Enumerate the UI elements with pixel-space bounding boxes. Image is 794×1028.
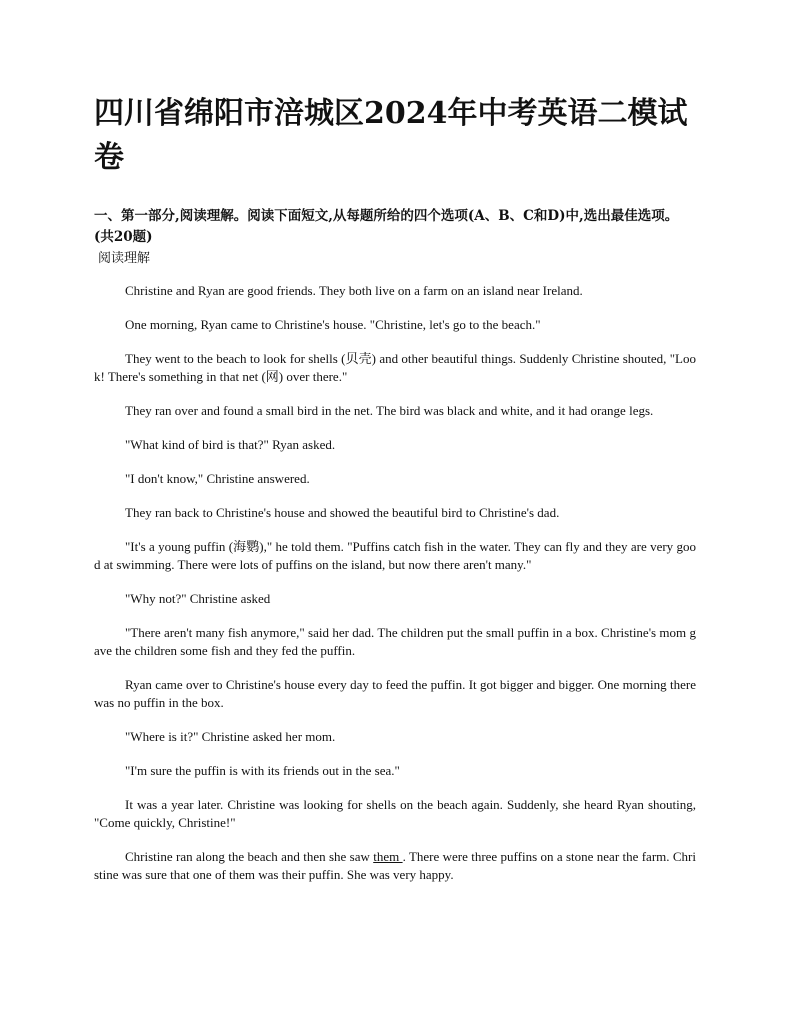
paragraph: They ran back to Christine's house and showed the beautiful bird to Christine's dad. xyxy=(125,505,560,520)
paragraph: "Where is it?" Christine asked her mom. xyxy=(125,729,336,744)
paragraph-text-after: . There were three puffins on a stone near the farm. Christine was sure that one of them was their puffin. She was very happy. xyxy=(94,849,696,882)
underlined-word-them: them xyxy=(373,849,403,864)
paragraph: "It's a young puffin (海鹦)," he told them. "Puffins catch fish in the water. They can fly and they are very good at swimming. There were lots of puffins on the island, but now there aren't many." xyxy=(94,539,696,572)
paragraph: They ran over and found a small bird in the net. The bird was black and white, and it had orange legs. xyxy=(125,403,654,418)
paragraph: One morning, Ryan came to Christine's house. "Christine, let's go to the beach." xyxy=(125,317,541,332)
paragraph: "I don't know," Christine answered. xyxy=(125,471,310,486)
paragraph: "I'm sure the puffin is with its friends out in the sea." xyxy=(125,763,400,778)
paragraph: "What kind of bird is that?" Ryan asked. xyxy=(125,437,336,452)
paragraph-text-before: Christine ran along the beach and then she saw xyxy=(125,849,374,864)
reading-passage xyxy=(94,282,696,884)
section-heading: 一、第一部分,阅读理解。阅读下面短文,从每题所给的四个选项(A、B、C和D)中,选出最佳选项。(共20题) xyxy=(94,208,679,245)
paragraph: Christine and Ryan are good friends. They both live on a farm on an island near Ireland. xyxy=(125,283,583,298)
paragraph: "There aren't many fish anymore," said her dad. The children put the small puffin in a box. Christine's mom gave the children some fish and they fed the puffin. xyxy=(94,625,696,658)
paragraph-last xyxy=(94,848,696,884)
subsection-label: 阅读理解 xyxy=(98,251,151,266)
paragraph: It was a year later. Christine was looking for shells on the beach again. Suddenly, she heard Ryan shouting, "Come quickly, Christine!" xyxy=(94,797,696,830)
paragraph: They went to the beach to look for shells (贝壳) and other beautiful things. Suddenly Christine shouted, "Look! There's something in that net (网) over there." xyxy=(94,351,696,384)
page-title: 四川省绵阳市涪城区2024年中考英语二模试卷 xyxy=(94,96,688,175)
paragraph: Ryan came over to Christine's house every day to feed the puffin. It got bigger and bigger. One morning there was no puffin in the box. xyxy=(94,677,696,710)
paragraph: "Why not?" Christine asked xyxy=(125,591,271,606)
